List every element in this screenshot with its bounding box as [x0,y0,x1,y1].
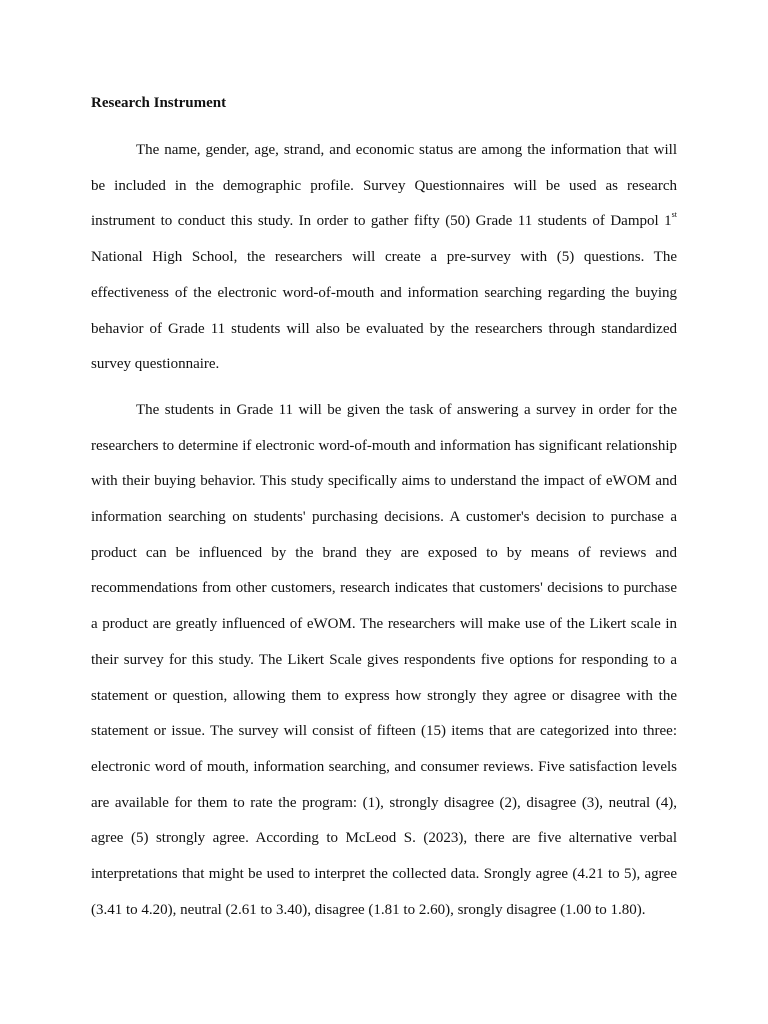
paragraph-likert-scale: The students in Grade 11 will be given the task of answering a survey in order for the researchers to determine if electronic word-of-mouth and information has significant relationship with their buying behavior. This study specifically aims to understand the impact of eWOM and information searching on students' purchasing decisions. A customer's decision to purchase a product can be influenced by the brand they are exposed to by means of reviews and recommendations from other customers, research indicates that customers' decisions to purchase a product are greatly influenced of eWOM. The researchers will make use of the Likert scale in their survey for this study. The Likert Scale gives respondents five options for responding to a statement or question, allowing them to express how strongly they agree or disagree with the statement or issue. The survey will consist of fifteen (15) items that are categorized into three: electronic word of mouth, information searching, and consumer reviews. Five satisfaction levels are available for them to rate the program: (1), strongly disagree (2), disagree (3), neutral (4), agree (5) strongly agree. According to McLeod S. (2023), there are five alternative verbal interpretations that might be used to interpret the collected data. Srongly agree (4.21 to 5), agree (3.41 to 4.20), neutral (2.61 to 3.40), disagree (1.81 to 2.60), srongly disagree (1.00 to 1.80). [91,401,677,918]
paragraph-1-text-a: The name, gender, age, strand, and economic status are among the information that will be included in the demographic profile. Survey Questionnaires will be used as research instrument to conduct this study. In order to gather fifty (50) Grade 11 students of Dampol 1 [91,142,677,230]
paragraph-demographic-profile [91,133,677,383]
paragraph-1-text-b: National High School, the researchers will create a pre-survey with (5) questions. The effectiveness of the electronic word-of-mouth and information searching regarding the buying behavior of Grade 11 students will also be evaluated by the researchers through standardized survey questionnaire. [91,249,677,373]
section-heading: Research Instrument [91,95,227,111]
ordinal-superscript: st [671,210,677,220]
document-body [91,92,677,928]
